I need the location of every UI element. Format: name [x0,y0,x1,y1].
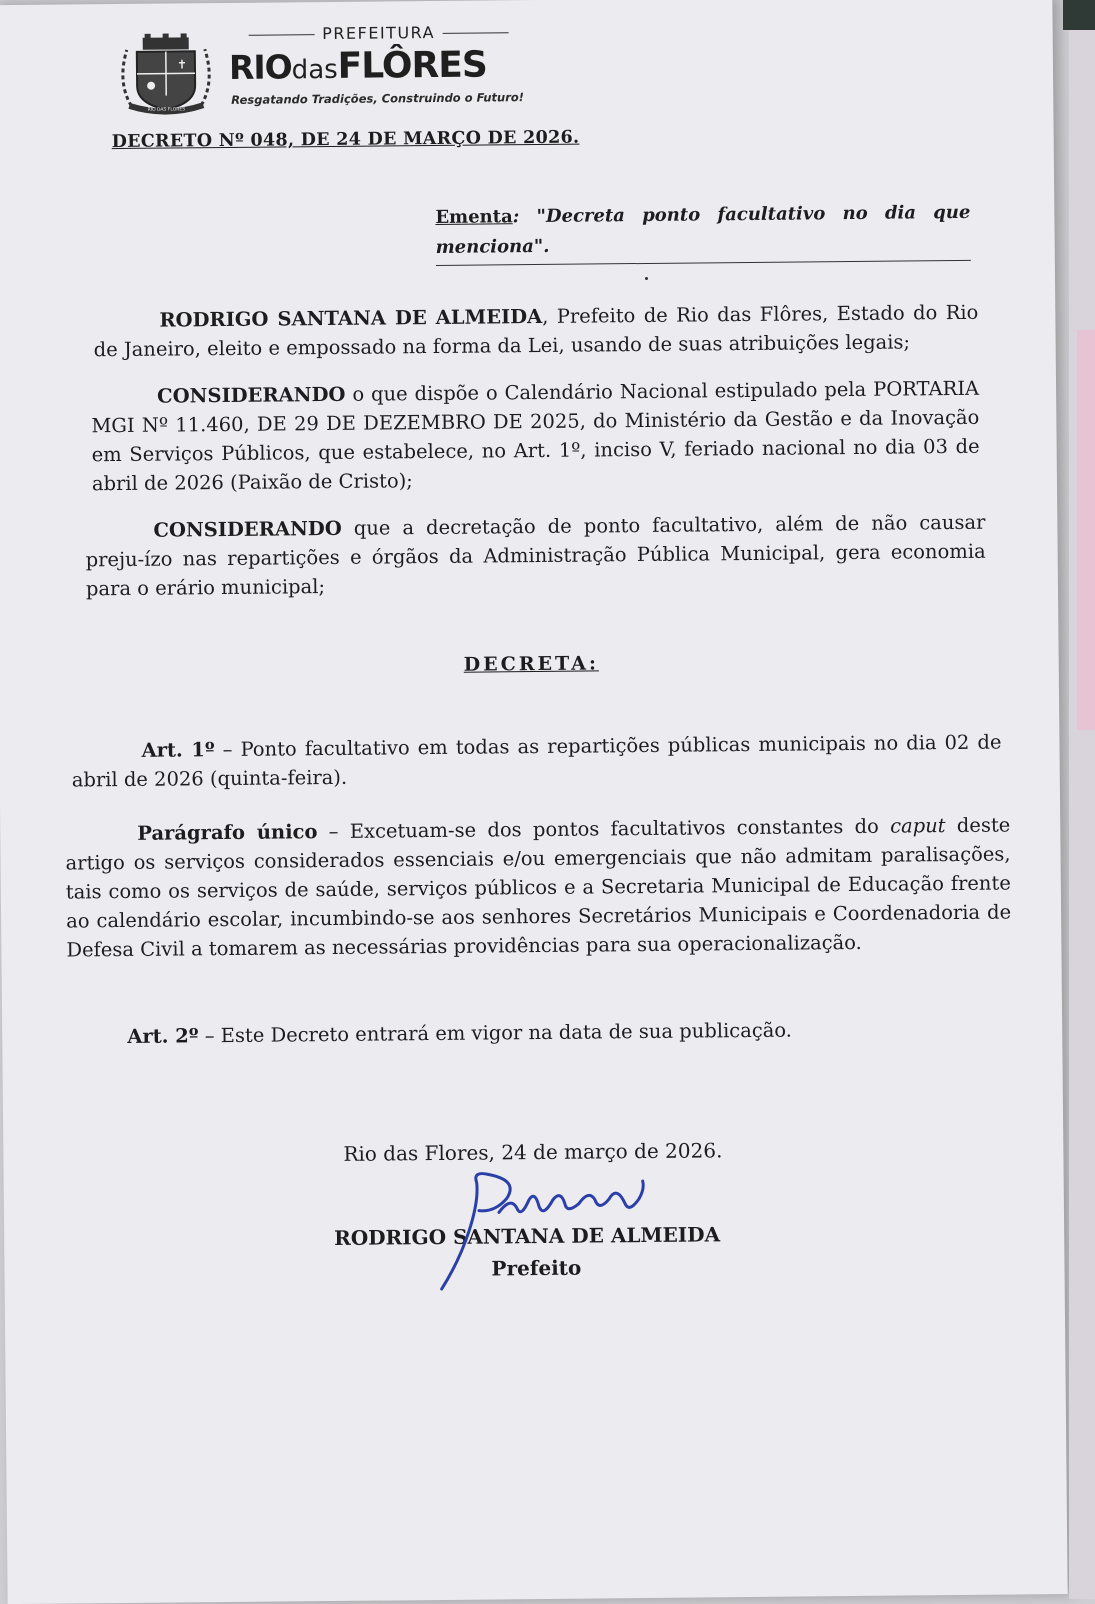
sole-paragraph: Parágrafo único – Excetuam-se dos pontos facultativos constantes do caput deste artigo os serviços considerados essenciais e/ou emergenciais que não admitam paralisações, tais como os serviços de saúde, serviços públicos e a Secretaria Municipal de Educação frente ao calendário escolar, incumbindo-se aos senhores Secretários Municipais e Coordenadoria de Defesa Civil a tomarem as necessárias providências para sua operacionalização. [65,810,1011,964]
background-edge [1069,0,1095,1599]
stray-dot [645,277,648,280]
considerando-paragraph-2: CONSIDERANDO que a decretação de ponto facultativo, além de não causar preju-ízo nas repartições e órgãos da Administração Pública Municipal, gera economia para o erário municipal; [85,508,986,604]
crest-ribbon: RIO DAS FLORES [148,106,186,112]
background-corner [1063,0,1095,30]
background-pink-folder [1077,330,1095,730]
signer-role: Prefeito [491,1254,581,1284]
brand-name: RIOdasFLÔRES [229,44,487,87]
signer-name: RODRIGO SANTANA DE ALMEIDA [334,1220,720,1253]
prefeitura-label: PREFEITURA [229,22,529,47]
decree-title: DECRETO Nº 048, DE 24 DE MARÇO DE 2026. [112,124,580,157]
article-1: Art. 1º – Ponto facultativo em todas as repartições públicas municipais no dia 02 de abril de 2026 (quinta-feira). [71,728,1002,795]
place-date: Rio das Flores, 24 de março de 2026. [343,1136,722,1169]
coat-of-arms-icon [111,33,222,116]
article-2: Art. 2º – Este Decreto entrará em vigor na data de sua publicação. [127,1016,792,1051]
slogan: Resgatando Tradições, Construindo o Futuro! [231,90,524,107]
prefeitura-logo [111,22,552,116]
ementa: Ementa: "Decreta ponto facultativo no dia que menciona". [435,198,971,266]
decreta-heading: DECRETA: [464,649,599,679]
considerando-paragraph-1: CONSIDERANDO o que dispõe o Calendário Nacional estipulado pela PORTARIA MGI Nº 11.460, DE 29 DE DEZEMBRO DE 2025, do Ministério da Gestão e da Inovação em Serviços Públicos, que estabelece, no Art. 1º, inciso V, feriado nacional no dia 03 de abril de 2026 (Paixão de Cristo); [91,374,980,499]
handwritten-signature [428,1159,659,1301]
svg-text:✝: ✝ [177,57,187,71]
preamble-paragraph: RODRIGO SANTANA DE ALMEIDA, Prefeito de Rio das Flôres, Estado do Rio de Janeiro, eleito e empossado na forma da Lei, usando de suas atribuições legais; [93,298,979,364]
